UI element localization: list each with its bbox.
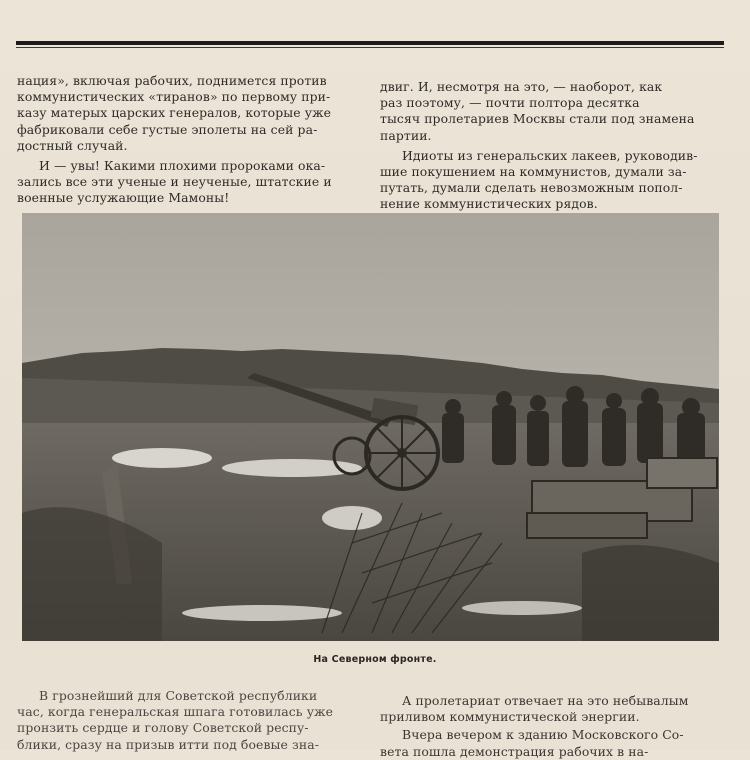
text-line: вета пошла демонстрация рабочих в на- [380,743,649,759]
header-rule [16,41,724,45]
text-line: нация», включая рабочих, поднимется против [17,73,327,88]
right-column-top [380,79,725,213]
artillery-scene-illustration [22,213,719,641]
text-line: нение коммунистических рядов. [380,196,598,212]
text-line: путать, думали сделать невозможным попол- [380,180,683,196]
paragraph [17,73,362,154]
text-line: Идиоты из генеральских лакеев, руководив- [402,147,698,163]
paragraph [380,693,725,725]
text-line: приливом коммунистической энергии. [380,709,640,725]
paragraph [17,158,362,207]
text-line: военные услужающие Мамоны! [17,190,230,206]
text-line: партии. [380,127,432,143]
paragraph [17,688,362,753]
text-line: коммунистических «тиранов» по первому при- [17,89,331,105]
left-column-top [17,73,362,207]
text-line: шие покушением на коммунистов, думали за- [380,164,687,180]
text-line: двиг. И, несмотря на это, — наоборот, как [380,79,663,94]
text-line: час, когда генеральская шпага готовилась уже [17,704,334,720]
photo-caption: На Северном фронте. [313,654,437,665]
text-line: В грознейший для Советской республики [39,688,318,703]
text-line: зались все эти ученые и неученые, штатские и [17,174,332,190]
paragraph [380,148,725,213]
text-line: Вчера вечером к зданию Московского Со- [402,727,684,743]
text-line: пронзить сердце и голову Советской респу- [17,720,309,736]
text-line: раз поэтому, — почти полтора десятка [380,95,640,111]
text-line: тысяч пролетариев Москвы стали под знамена [380,111,695,127]
text-line: казу матерых царских генералов, которые уже [17,105,332,121]
text-line: фабриковали себе густые эполеты на сей ра- [17,121,318,137]
paragraph [380,79,725,144]
paragraph [380,727,725,759]
text-line: И — увы! Какими плохими пророками ока- [39,158,326,174]
text-line: блики, сразу на призыв итти под боевые зна- [17,736,319,752]
text-line: А пролетариат отвечает на это небывалым [402,693,689,708]
text-line: достный случай. [17,137,128,153]
artillery-photo [22,213,719,641]
header-rule-thin [16,47,724,48]
left-column-bottom [17,688,362,753]
